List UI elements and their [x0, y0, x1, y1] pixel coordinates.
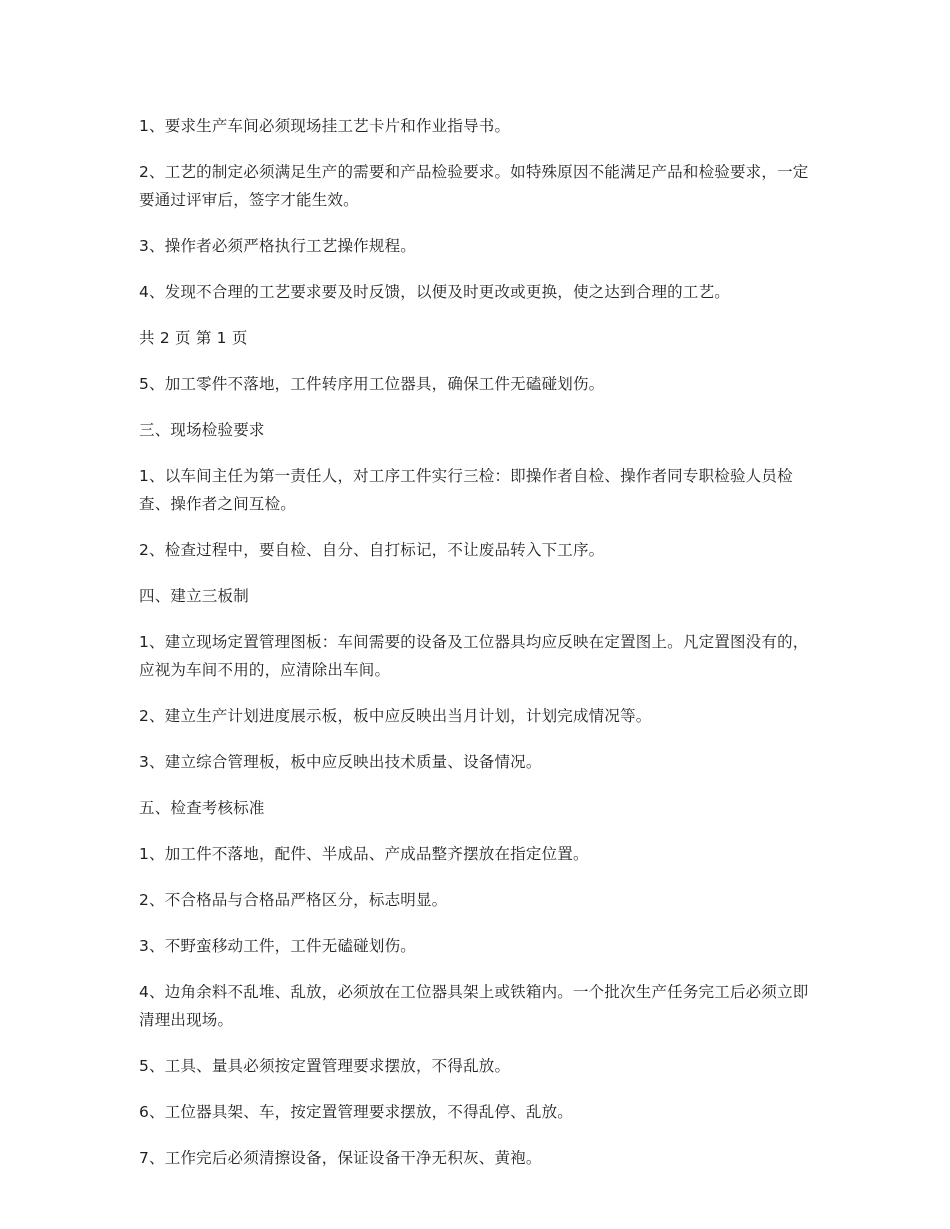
paragraph-3: 3、操作者必须严格执行工艺操作规程。	[139, 237, 416, 255]
section-heading-onsite-inspection: 三、现场检验要求	[139, 421, 265, 439]
paragraph-1: 1、要求生产车间必须现场挂工艺卡片和作业指导书。	[139, 117, 511, 135]
paragraph-2: 2、工艺的制定必须满足生产的需要和产品检验要求。如特殊原因不能满足产品和检验要求，一定要通过评审后，签字才能生效。	[139, 163, 809, 209]
section-heading-three-boards: 四、建立三板制	[139, 587, 249, 605]
paragraph-inspection-2: 2、检查过程中，要自检、自分、自打标记，不让废品转入下工序。	[139, 541, 605, 559]
paragraph-boards-3: 3、建立综合管理板，板中应反映出技术质量、设备情况。	[139, 753, 542, 771]
paragraph-assessment-3: 3、不野蛮移动工件，工件无磕碰划伤。	[139, 937, 416, 955]
paragraph-assessment-4: 4、边角余料不乱堆、乱放，必须放在工位器具架上或铁箱内。一个批次生产任务完工后必须立即清理出现场。	[139, 983, 809, 1029]
page-counter: 共 2 页 第 1 页	[139, 329, 248, 347]
paragraph-5: 5、加工零件不落地，工件转序用工位器具，确保工件无磕碰划伤。	[139, 375, 605, 393]
paragraph-boards-1: 1、建立现场定置管理图板：车间需要的设备及工位器具均应反映在定置图上。凡定置图没有的，应视为车间不用的，应清除出车间。	[139, 633, 809, 679]
document-body	[139, 112, 811, 1190]
paragraph-inspection-1: 1、以车间主任为第一责任人，对工序工件实行三检：即操作者自检、操作者同专职检验人员检查、操作者之间互检。	[139, 467, 793, 513]
paragraph-assessment-6: 6、工位器具架、车，按定置管理要求摆放，不得乱停、乱放。	[139, 1103, 573, 1121]
paragraph-4: 4、发现不合理的工艺要求要及时反馈，以便及时更改或更换，使之达到合理的工艺。	[139, 283, 730, 301]
paragraph-assessment-7: 7、工作完后必须清擦设备，保证设备干净无积灰、黄袍。	[139, 1149, 542, 1167]
paragraph-assessment-1: 1、加工件不落地，配件、半成品、产成品整齐摆放在指定位置。	[139, 845, 589, 863]
paragraph-assessment-2: 2、不合格品与合格品严格区分，标志明显。	[139, 891, 448, 909]
section-heading-assessment: 五、检查考核标准	[139, 799, 265, 817]
paragraph-boards-2: 2、建立生产计划进度展示板，板中应反映出当月计划，计划完成情况等。	[139, 707, 652, 725]
paragraph-assessment-5: 5、工具、量具必须按定置管理要求摆放，不得乱放。	[139, 1057, 511, 1075]
